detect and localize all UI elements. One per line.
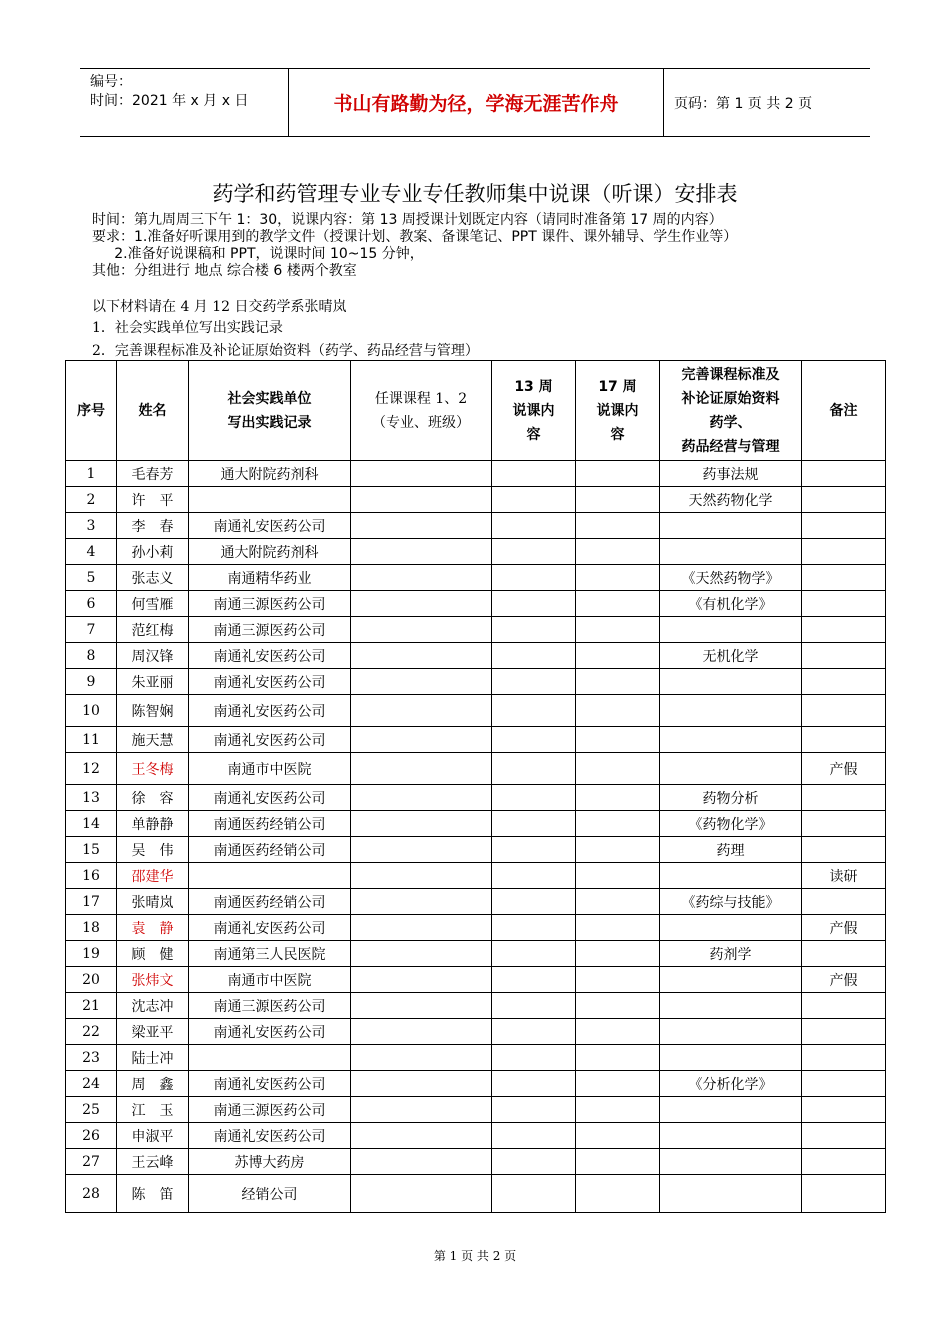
table-row <box>66 837 886 863</box>
cell-unit: 南通医药经销公司 <box>189 811 351 837</box>
header-week13-line: 13 周 <box>514 378 553 395</box>
header-course <box>351 361 492 461</box>
header-motto: 书山有路勤为径，学海无涯苦作舟 <box>289 69 664 136</box>
cell-week17 <box>576 565 660 591</box>
cell-name: 沈志冲 <box>117 993 189 1019</box>
table-row <box>66 941 886 967</box>
materials-item-2: 2．完善课程标准及补论证原始资料（药学、药品经营与管理） <box>92 343 479 359</box>
cell-remark: 产假 <box>802 967 886 993</box>
header-week17 <box>576 361 660 461</box>
header-course-line: 任课课程 1、2 <box>374 390 468 407</box>
cell-standard <box>660 915 802 941</box>
cell-standard: 无机化学 <box>660 643 802 669</box>
cell-course <box>351 1149 492 1175</box>
cell-name: 施天慧 <box>117 727 189 753</box>
cell-week17 <box>576 1019 660 1045</box>
table-row <box>66 1071 886 1097</box>
cell-week17 <box>576 1097 660 1123</box>
cell-name: 吴 伟 <box>117 837 189 863</box>
cell-name: 孙小莉 <box>117 539 189 565</box>
cell-name: 徐 容 <box>117 785 189 811</box>
cell-standard <box>660 1019 802 1045</box>
cell-week17 <box>576 727 660 753</box>
cell-week17 <box>576 487 660 513</box>
header-unit-line: 写出实践记录 <box>227 414 312 431</box>
info-line-requirement-1: 要求：1.准备好听课用到的教学文件（授课计划、教案、备课笔记、PPT 课件、课外辅导、学生作业等） <box>92 229 738 245</box>
cell-week13 <box>492 727 576 753</box>
cell-name: 陈智娴 <box>117 695 189 727</box>
cell-seq: 20 <box>66 967 117 993</box>
cell-week13 <box>492 461 576 487</box>
cell-unit: 南通市中医院 <box>189 753 351 785</box>
schedule-table <box>65 360 886 1213</box>
cell-week13 <box>492 837 576 863</box>
cell-week17 <box>576 617 660 643</box>
cell-week13 <box>492 1045 576 1071</box>
cell-course <box>351 513 492 539</box>
table-row <box>66 1045 886 1071</box>
cell-seq: 22 <box>66 1019 117 1045</box>
cell-week17 <box>576 941 660 967</box>
cell-standard <box>660 695 802 727</box>
cell-week13 <box>492 753 576 785</box>
table-row <box>66 889 886 915</box>
cell-week13 <box>492 889 576 915</box>
cell-remark <box>802 695 886 727</box>
cell-standard: 药物分析 <box>660 785 802 811</box>
cell-course <box>351 461 492 487</box>
table-row <box>66 1149 886 1175</box>
cell-unit: 南通精华药业 <box>189 565 351 591</box>
cell-week13 <box>492 1123 576 1149</box>
cell-seq: 12 <box>66 753 117 785</box>
cell-unit: 通大附院药剂科 <box>189 461 351 487</box>
cell-name: 梁亚平 <box>117 1019 189 1045</box>
cell-unit: 南通礼安医药公司 <box>189 785 351 811</box>
header-standard-line: 药学、 <box>709 414 752 431</box>
cell-seq: 16 <box>66 863 117 889</box>
cell-week13 <box>492 863 576 889</box>
cell-standard <box>660 863 802 889</box>
cell-week17 <box>576 461 660 487</box>
cell-week17 <box>576 837 660 863</box>
table-row <box>66 967 886 993</box>
cell-remark: 产假 <box>802 753 886 785</box>
cell-course <box>351 539 492 565</box>
cell-week13 <box>492 811 576 837</box>
cell-remark <box>802 889 886 915</box>
cell-standard <box>660 993 802 1019</box>
cell-seq: 17 <box>66 889 117 915</box>
cell-name: 张志义 <box>117 565 189 591</box>
cell-remark: 产假 <box>802 915 886 941</box>
cell-standard: 天然药物化学 <box>660 487 802 513</box>
cell-course <box>351 753 492 785</box>
document-header <box>80 68 870 137</box>
cell-week13 <box>492 513 576 539</box>
cell-name: 陆士冲 <box>117 1045 189 1071</box>
cell-seq: 14 <box>66 811 117 837</box>
cell-remark <box>802 1045 886 1071</box>
cell-unit: 南通礼安医药公司 <box>189 1123 351 1149</box>
cell-week13 <box>492 941 576 967</box>
cell-standard: 药理 <box>660 837 802 863</box>
cell-name: 毛春芳 <box>117 461 189 487</box>
header-week13-line: 说课内 <box>512 402 555 419</box>
cell-name: 顾 健 <box>117 941 189 967</box>
cell-week13 <box>492 915 576 941</box>
table-row <box>66 753 886 785</box>
cell-seq: 26 <box>66 1123 117 1149</box>
cell-name: 范红梅 <box>117 617 189 643</box>
cell-week13 <box>492 539 576 565</box>
cell-standard: 《药物化学》 <box>660 811 802 837</box>
cell-week13 <box>492 695 576 727</box>
cell-unit: 苏博大药房 <box>189 1149 351 1175</box>
cell-name: 张炜文 <box>117 967 189 993</box>
cell-remark <box>802 617 886 643</box>
cell-remark <box>802 461 886 487</box>
cell-week17 <box>576 1149 660 1175</box>
cell-standard <box>660 1045 802 1071</box>
header-week13-line: 容 <box>526 426 541 443</box>
cell-remark <box>802 941 886 967</box>
cell-remark <box>802 785 886 811</box>
cell-seq: 5 <box>66 565 117 591</box>
info-line-other: 其他：分组进行 地点 综合楼 6 楼两个教室 <box>92 263 357 279</box>
header-week17-line: 容 <box>610 426 625 443</box>
cell-standard <box>660 539 802 565</box>
cell-unit: 南通市中医院 <box>189 967 351 993</box>
cell-name: 王冬梅 <box>117 753 189 785</box>
table-row <box>66 727 886 753</box>
cell-course <box>351 617 492 643</box>
cell-week17 <box>576 591 660 617</box>
cell-remark <box>802 993 886 1019</box>
info-line-requirement-2: 2.准备好说课稿和 PPT，说课时间 10~15 分钟， <box>92 246 424 262</box>
cell-week13 <box>492 617 576 643</box>
cell-course <box>351 1045 492 1071</box>
cell-remark <box>802 591 886 617</box>
header-standard-line: 药品经营与管理 <box>681 438 780 455</box>
cell-standard <box>660 617 802 643</box>
cell-name: 张晴岚 <box>117 889 189 915</box>
cell-standard: 药剂学 <box>660 941 802 967</box>
cell-unit: 南通礼安医药公司 <box>189 669 351 695</box>
cell-name: 邵建华 <box>117 863 189 889</box>
cell-seq: 24 <box>66 1071 117 1097</box>
table-row <box>66 487 886 513</box>
cell-week17 <box>576 695 660 727</box>
header-standard-line: 完善课程标准及 <box>681 366 780 383</box>
table-row <box>66 513 886 539</box>
table-row <box>66 591 886 617</box>
cell-seq: 2 <box>66 487 117 513</box>
cell-name: 陈 笛 <box>117 1175 189 1213</box>
cell-name: 周 鑫 <box>117 1071 189 1097</box>
cell-week13 <box>492 967 576 993</box>
table-row <box>66 1123 886 1149</box>
table-row <box>66 643 886 669</box>
document-title: 药学和药管理专业专业专任教师集中说课（听课）安排表 <box>212 182 738 206</box>
materials-item-1: 1．社会实践单位写出实践记录 <box>92 320 283 336</box>
cell-seq: 27 <box>66 1149 117 1175</box>
cell-name: 何雪雁 <box>117 591 189 617</box>
cell-course <box>351 487 492 513</box>
cell-standard: 《分析化学》 <box>660 1071 802 1097</box>
table-row <box>66 785 886 811</box>
cell-remark <box>802 1097 886 1123</box>
table-row <box>66 669 886 695</box>
header-standard <box>660 361 802 461</box>
header-week17-line: 17 周 <box>598 378 637 395</box>
cell-remark <box>802 1071 886 1097</box>
table-row <box>66 915 886 941</box>
cell-course <box>351 1175 492 1213</box>
cell-seq: 11 <box>66 727 117 753</box>
cell-course <box>351 643 492 669</box>
number-label: 编号： <box>90 74 132 90</box>
cell-name: 许 平 <box>117 487 189 513</box>
header-seq: 序号 <box>66 361 117 461</box>
cell-week17 <box>576 863 660 889</box>
cell-course <box>351 915 492 941</box>
cell-seq: 18 <box>66 915 117 941</box>
cell-remark <box>802 539 886 565</box>
table-row <box>66 1175 886 1213</box>
cell-standard <box>660 1175 802 1213</box>
header-week17-line: 说课内 <box>596 402 639 419</box>
cell-unit: 南通三源医药公司 <box>189 591 351 617</box>
cell-seq: 1 <box>66 461 117 487</box>
cell-unit <box>189 1045 351 1071</box>
header-page-info: 页码：第 1 页 共 2 页 <box>674 95 813 112</box>
cell-standard <box>660 967 802 993</box>
cell-remark <box>802 513 886 539</box>
cell-week13 <box>492 1175 576 1213</box>
cell-week13 <box>492 993 576 1019</box>
cell-week17 <box>576 915 660 941</box>
cell-course <box>351 1019 492 1045</box>
table-row <box>66 461 886 487</box>
cell-course <box>351 837 492 863</box>
table-row <box>66 811 886 837</box>
cell-course <box>351 695 492 727</box>
table-row <box>66 539 886 565</box>
cell-remark <box>802 811 886 837</box>
cell-unit: 通大附院药剂科 <box>189 539 351 565</box>
cell-week17 <box>576 967 660 993</box>
cell-seq: 4 <box>66 539 117 565</box>
cell-week17 <box>576 1175 660 1213</box>
cell-week13 <box>492 1097 576 1123</box>
cell-standard <box>660 669 802 695</box>
cell-unit: 南通礼安医药公司 <box>189 643 351 669</box>
cell-remark <box>802 1175 886 1213</box>
cell-week17 <box>576 811 660 837</box>
cell-remark <box>802 1149 886 1175</box>
cell-week13 <box>492 591 576 617</box>
cell-course <box>351 889 492 915</box>
cell-seq: 28 <box>66 1175 117 1213</box>
cell-week13 <box>492 785 576 811</box>
cell-standard: 《药综与技能》 <box>660 889 802 915</box>
cell-name: 朱亚丽 <box>117 669 189 695</box>
cell-name: 李 春 <box>117 513 189 539</box>
cell-seq: 13 <box>66 785 117 811</box>
cell-seq: 25 <box>66 1097 117 1123</box>
header-course-line: （专业、班级） <box>372 414 470 431</box>
header-remark: 备注 <box>802 361 886 461</box>
cell-course <box>351 1123 492 1149</box>
cell-week13 <box>492 487 576 513</box>
table-row <box>66 565 886 591</box>
cell-week17 <box>576 993 660 1019</box>
table-row <box>66 993 886 1019</box>
materials-intro: 以下材料请在 4 月 12 日交药学系张晴岚 <box>92 299 347 315</box>
cell-week13 <box>492 669 576 695</box>
cell-course <box>351 1071 492 1097</box>
page-footer: 第 1 页 共 2 页 <box>433 1249 517 1263</box>
cell-standard: 《天然药物学》 <box>660 565 802 591</box>
cell-unit: 南通医药经销公司 <box>189 837 351 863</box>
table-row <box>66 695 886 727</box>
cell-remark <box>802 487 886 513</box>
cell-name: 江 玉 <box>117 1097 189 1123</box>
cell-remark <box>802 727 886 753</box>
cell-name: 周汉锋 <box>117 643 189 669</box>
cell-unit: 经销公司 <box>189 1175 351 1213</box>
cell-standard <box>660 753 802 785</box>
table-row <box>66 617 886 643</box>
info-line-time: 时间：第九周周三下午 1：30，说课内容：第 13 周授课计划既定内容（请同时准备第 17 周的内容） <box>92 212 723 228</box>
cell-week17 <box>576 785 660 811</box>
cell-course <box>351 591 492 617</box>
cell-remark <box>802 837 886 863</box>
cell-seq: 15 <box>66 837 117 863</box>
cell-course <box>351 1097 492 1123</box>
cell-course <box>351 993 492 1019</box>
cell-name: 袁 静 <box>117 915 189 941</box>
cell-unit: 南通三源医药公司 <box>189 617 351 643</box>
cell-week17 <box>576 669 660 695</box>
cell-week17 <box>576 1123 660 1149</box>
cell-unit: 南通礼安医药公司 <box>189 695 351 727</box>
cell-week17 <box>576 889 660 915</box>
cell-unit: 南通医药经销公司 <box>189 889 351 915</box>
cell-unit: 南通礼安医药公司 <box>189 727 351 753</box>
cell-remark <box>802 1123 886 1149</box>
header-week13 <box>492 361 576 461</box>
cell-standard: 《有机化学》 <box>660 591 802 617</box>
cell-seq: 6 <box>66 591 117 617</box>
cell-course <box>351 727 492 753</box>
cell-week17 <box>576 1071 660 1097</box>
cell-week17 <box>576 753 660 785</box>
cell-seq: 8 <box>66 643 117 669</box>
time-label: 时间：2021 年 x 月 x 日 <box>90 93 249 109</box>
cell-unit: 南通礼安医药公司 <box>189 1019 351 1045</box>
cell-seq: 3 <box>66 513 117 539</box>
cell-name: 单静静 <box>117 811 189 837</box>
cell-course <box>351 669 492 695</box>
header-unit-line: 社会实践单位 <box>227 390 312 407</box>
cell-week13 <box>492 565 576 591</box>
cell-remark <box>802 643 886 669</box>
cell-standard <box>660 1097 802 1123</box>
header-unit <box>189 361 351 461</box>
cell-week17 <box>576 513 660 539</box>
cell-unit <box>189 487 351 513</box>
cell-standard <box>660 1123 802 1149</box>
cell-standard: 药事法规 <box>660 461 802 487</box>
cell-remark <box>802 1019 886 1045</box>
cell-week17 <box>576 539 660 565</box>
cell-course <box>351 863 492 889</box>
cell-standard <box>660 727 802 753</box>
cell-week13 <box>492 1149 576 1175</box>
cell-unit: 南通三源医药公司 <box>189 993 351 1019</box>
table-header-row <box>66 361 886 461</box>
cell-standard <box>660 513 802 539</box>
cell-unit: 南通礼安医药公司 <box>189 513 351 539</box>
table-row <box>66 863 886 889</box>
cell-course <box>351 941 492 967</box>
cell-seq: 9 <box>66 669 117 695</box>
cell-standard <box>660 1149 802 1175</box>
cell-seq: 19 <box>66 941 117 967</box>
table-row <box>66 1019 886 1045</box>
cell-remark: 读研 <box>802 863 886 889</box>
cell-course <box>351 565 492 591</box>
cell-unit: 南通礼安医药公司 <box>189 1071 351 1097</box>
table-body <box>66 461 886 1213</box>
cell-week17 <box>576 643 660 669</box>
cell-week13 <box>492 1019 576 1045</box>
cell-unit: 南通礼安医药公司 <box>189 915 351 941</box>
cell-seq: 23 <box>66 1045 117 1071</box>
cell-name: 王云峰 <box>117 1149 189 1175</box>
cell-course <box>351 967 492 993</box>
cell-seq: 10 <box>66 695 117 727</box>
table-row <box>66 1097 886 1123</box>
cell-remark <box>802 669 886 695</box>
header-meta <box>80 69 289 136</box>
header-name: 姓名 <box>117 361 189 461</box>
cell-seq: 21 <box>66 993 117 1019</box>
cell-week13 <box>492 1071 576 1097</box>
cell-remark <box>802 565 886 591</box>
cell-name: 申淑平 <box>117 1123 189 1149</box>
cell-week17 <box>576 1045 660 1071</box>
cell-unit: 南通三源医药公司 <box>189 1097 351 1123</box>
cell-week13 <box>492 643 576 669</box>
cell-unit: 南通第三人民医院 <box>189 941 351 967</box>
cell-unit <box>189 863 351 889</box>
cell-course <box>351 785 492 811</box>
header-standard-line: 补论证原始资料 <box>681 390 780 407</box>
cell-course <box>351 811 492 837</box>
cell-seq: 7 <box>66 617 117 643</box>
